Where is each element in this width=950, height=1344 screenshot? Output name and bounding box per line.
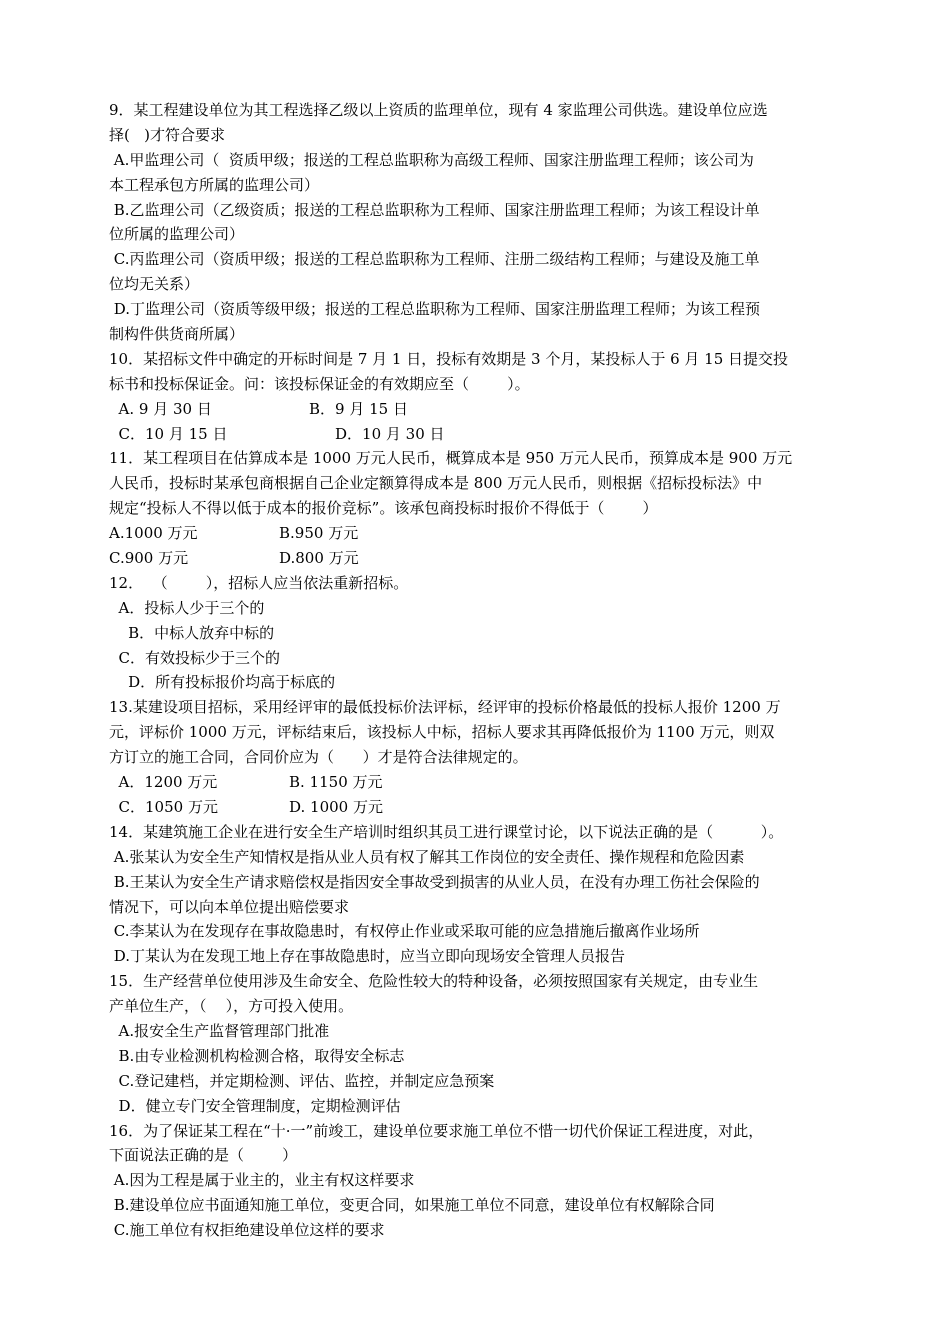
question-9-option-c-line-2: 位均无关系） xyxy=(109,275,200,294)
question-13-line-3: 方订立的施工合同，合同价应为（ ）才是符合法律规定的。 xyxy=(109,748,528,767)
question-12-option-c: C．有效投标少于三个的 xyxy=(109,648,281,667)
question-10-option-a: A. 9 月 30 日 xyxy=(109,399,212,418)
question-15-line-1: 15．生产经营单位使用涉及生命安全、危险性较大的特种设备，必须按照国家有关规定，由专业生 xyxy=(109,972,759,991)
question-15-line-2: 产单位生产，（ ），方可投入使用。 xyxy=(109,997,354,1016)
question-9-line-2: 择( )才符合要求 xyxy=(109,125,226,144)
question-9-option-d-line-2: 制构件供货商所属） xyxy=(109,325,245,344)
question-10-options-row-2 xyxy=(109,422,849,447)
question-11-option-a: A.1000 万元 xyxy=(109,524,198,543)
question-16-line-2: 下面说法正确的是（ ） xyxy=(109,1146,298,1165)
question-10-options-row-1 xyxy=(109,397,849,422)
question-9-option-c-line-1: C.丙监理公司（资质甲级；报送的工程总监职称为工程师、注册二级结构工程师；与建设及施工单 xyxy=(109,250,760,269)
question-14-stem: 14．某建筑施工企业在进行安全生产培训时组织其员工进行课堂讨论，以下说法正确的是（ ）。 xyxy=(109,822,784,841)
question-14-option-b-line-2: 情况下，可以向本单位提出赔偿要求 xyxy=(109,897,350,916)
question-13-option-a: A．1200 万元 xyxy=(109,773,218,792)
question-12-option-a: A．投标人少于三个的 xyxy=(109,598,265,617)
question-13-line-2: 元，评标价 1000 万元，评标结束后，该投标人中标，招标人要求其再降低报价为 1100 万元，则双 xyxy=(109,723,775,742)
question-15-option-c: C.登记建档，并定期检测、评估、监控，并制定应急预案 xyxy=(109,1071,495,1090)
question-13-option-c: C．1050 万元 xyxy=(109,797,218,816)
question-14-option-c: C.李某认为在发现存在事故隐患时，有权停止作业或采取可能的应急措施后撤离作业场所 xyxy=(109,922,700,941)
question-16-option-c: C.施工单位有权拒绝建设单位这样的要求 xyxy=(109,1221,385,1240)
question-13-line-1: 13.某建设项目招标，采用经评审的最低投标价法评标，经评审的投标价格最低的投标人报价 1200 万 xyxy=(109,698,781,717)
question-15-option-b: B.由专业检测机构检测合格，取得安全标志 xyxy=(109,1046,405,1065)
question-9-option-a-line-1: A.甲监理公司（ 资质甲级；报送的工程总监职称为高级工程师、国家注册监理工程师；该公司为 xyxy=(109,150,754,169)
question-9-option-b-line-2: 位所属的监理公司） xyxy=(109,225,245,244)
question-11-line-3: 规定“投标人不得以低于成本的报价竞标”。该承包商投标时报价不得低于（ ） xyxy=(109,499,658,518)
question-13-options-row-2 xyxy=(109,795,849,820)
document-page xyxy=(109,98,849,1243)
question-11-options-row-2 xyxy=(109,546,849,571)
question-9-line-1: 9．某工程建设单位为其工程选择乙级以上资质的监理单位，现有 4 家监理公司供选。建设单位应选 xyxy=(109,101,768,119)
question-13-option-b: B. 1150 万元 xyxy=(289,773,383,792)
question-16-line-1: 16．为了保证某工程在“十·一”前竣工，建设单位要求施工单位不惜一切代价保证工程进度，对此， xyxy=(109,1121,764,1140)
question-11-option-d: D.800 万元 xyxy=(279,549,359,568)
question-16-option-a: A.因为工程是属于业主的，业主有权这样要求 xyxy=(109,1171,415,1190)
question-9-option-b-line-1: B.乙监理公司（乙级资质；报送的工程总监职称为工程师、国家注册监理工程师；为该工程设计单 xyxy=(109,200,760,219)
question-10-option-c: C．10 月 15 日 xyxy=(109,424,228,443)
question-12-option-b: B．中标人放弃中标的 xyxy=(109,623,275,642)
question-12-stem: 12． （ ），招标人应当依法重新招标。 xyxy=(109,573,409,592)
question-14-option-a: A.张某认为安全生产知情权是指从业人员有权了解其工作岗位的安全责任、操作规程和危险因素 xyxy=(109,847,745,866)
question-11-options-row-1 xyxy=(109,521,849,546)
question-13-option-d: D. 1000 万元 xyxy=(289,797,383,816)
question-13-options-row-1 xyxy=(109,770,849,795)
question-14-option-b-line-1: B.王某认为安全生产请求赔偿权是指因安全事故受到损害的从业人员，在没有办理工伤社会保险的 xyxy=(109,872,760,891)
question-11-line-1: 11．某工程项目在估算成本是 1000 万元人民币，概算成本是 950 万元人民币，预算成本是 900 万元 xyxy=(109,449,793,468)
question-15-option-a: A.报安全生产监督管理部门批准 xyxy=(109,1021,330,1040)
question-10-option-b: B．9 月 15 日 xyxy=(309,399,408,418)
question-12-option-d: D．所有投标报价均高于标底的 xyxy=(109,673,336,692)
question-10-line-2: 标书和投标保证金。问：该投标保证金的有效期应至（ ）。 xyxy=(109,374,530,393)
question-11-line-2: 人民币，投标时某承包商根据自己企业定额算得成本是 800 万元人民币，则根据《招标投标法》中 xyxy=(109,474,763,493)
question-14-option-d: D.丁某认为在发现工地上存在事故隐患时，应当立即向现场安全管理人员报告 xyxy=(109,947,626,966)
question-9-option-a-line-2: 本工程承包方所属的监理公司） xyxy=(109,175,320,194)
question-16-option-b: B.建设单位应书面通知施工单位，变更合同，如果施工单位不同意，建设单位有权解除合同 xyxy=(109,1196,715,1215)
question-10-option-d: D．10 月 30 日 xyxy=(335,424,445,443)
question-9-option-d-line-1: D.丁监理公司（资质等级甲级；报送的工程总监职称为工程师、国家注册监理工程师；为该工程预 xyxy=(109,300,761,319)
question-11-option-b: B.950 万元 xyxy=(279,524,359,543)
question-11-option-c: C.900 万元 xyxy=(109,549,189,568)
question-10-line-1: 10．某招标文件中确定的开标时间是 7 月 1 日，投标有效期是 3 个月，某投标人于 6 月 15 日提交投 xyxy=(109,349,789,368)
question-15-option-d: D．健立专门安全管理制度，定期检测评估 xyxy=(109,1096,401,1115)
